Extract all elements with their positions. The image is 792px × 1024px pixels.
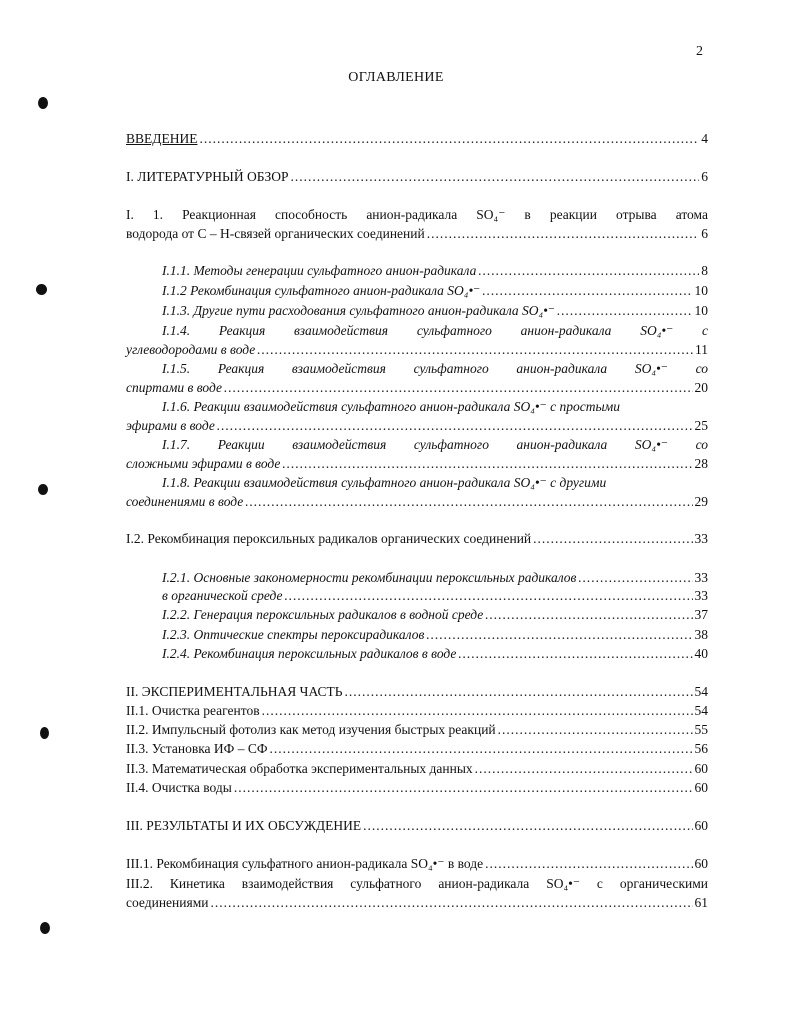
toc-entry-page: 33 [694,588,708,603]
leader-dots [485,606,692,623]
toc-entry-2-3a[interactable] [126,740,708,757]
toc-entry-page: 60 [694,856,708,871]
toc-entry-title: эфирами в воде [126,418,215,433]
toc-entry-1-1-4-line1[interactable]: I.1.4. Реакция взаимодействия сульфатного анион-радикала SO₄•⁻ с [162,323,708,338]
toc-entry-1-1-line1[interactable]: I. 1. Реакционная способность анион-радикала SO₄⁻ в реакции отрыва атома [126,207,708,222]
toc-entry-2-4[interactable] [126,779,708,796]
toc-entry-page: 38 [694,627,708,642]
toc-entry-1-1-8-line1[interactable]: I.1.8. Реакции взаимодействия сульфатного анион-радикала SO₄•⁻ с другими [162,475,607,490]
toc-entry-page: 60 [694,818,708,833]
scan-mark [40,727,49,739]
leader-dots [245,493,692,510]
toc-entry-title: спиртами в воде [126,380,222,395]
toc-entry-title: I.2.1. Основные закономерности рекомбинации пероксильных радикалов [162,570,577,585]
toc-entry-1-1-5-line1[interactable]: I.1.5. Реакция взаимодействия сульфатного анион-радикала SO₄•⁻ со [162,361,708,376]
leader-dots [282,455,692,472]
toc-entry-1-2-4[interactable] [162,645,708,662]
leader-dots [578,569,692,586]
toc-entry-1-1-1[interactable] [162,262,708,279]
leader-dots [285,587,693,604]
toc-entry-page: 40 [694,646,708,661]
toc-entry-1-2[interactable] [126,530,708,547]
toc-entry-page: 37 [694,607,708,622]
toc-entry-title: II.3. Математическая обработка экспериментальных данных [126,761,473,776]
leader-dots [458,645,692,662]
toc-entry-page: 8 [701,263,708,278]
toc-entry-page: 55 [694,722,708,737]
toc-entry-3-1[interactable] [126,855,708,872]
toc-entry-page: 56 [694,741,708,756]
toc-entry-title: III. РЕЗУЛЬТАТЫ И ИХ ОБСУЖДЕНИЕ [126,818,362,833]
toc-entry-intro[interactable] [126,130,708,147]
toc-entry-1-1-6-line2[interactable] [126,417,708,434]
toc-entry-title: I.2.4. Рекомбинация пероксильных радикалов в воде [162,646,457,661]
toc-entry-results[interactable] [126,817,708,834]
leader-dots [498,721,693,738]
leader-dots [224,379,693,396]
toc-entry-title: I.2.3. Оптические спектры пероксирадикалов [162,627,425,642]
toc-entry-title: соединениями в воде [126,494,244,509]
toc-entry-page: 33 [694,531,708,546]
toc-entry-title: сложными эфирами в воде [126,456,281,471]
toc-entry-title: в органической среде [162,588,283,603]
leader-dots [485,855,692,872]
page-title: ОГЛАВЛЕНИЕ [348,70,444,85]
leader-dots [557,302,692,319]
toc-entry-page: 54 [694,703,708,718]
page-number: 2 [696,44,703,59]
toc-entry-1-2-2[interactable] [162,606,708,623]
scan-mark [38,97,48,109]
leader-dots [199,130,699,147]
leader-dots [427,225,700,242]
scan-mark [36,284,47,295]
toc-entry-3-2-line1[interactable]: III.2. Кинетика взаимодействия сульфатного анион-радикала SO₄•⁻ с органическими [126,876,708,891]
toc-entry-title: II.1. Очистка реагентов [126,703,260,718]
toc-entry-title: I.1.3. Другие пути расходования сульфатного анион-радикала SO₄•⁻ [162,303,556,318]
toc-entry-title: I.2.2. Генерация пероксильных радикалов в водной среде [162,607,484,622]
toc-entry-title: II.2. Импульсный фотолиз как метод изучения быстрых реакций [126,722,496,737]
toc-entry-page: 10 [694,283,708,298]
toc-entry-1-1-7-line2[interactable] [126,455,708,472]
toc-entry-page: 4 [701,131,708,146]
toc-entry-page: 61 [694,895,708,910]
scan-mark [40,922,50,934]
leader-dots [234,779,693,796]
toc-entry-1-2-1-line2[interactable] [162,587,708,604]
toc-entry-1-1-6-line1[interactable]: I.1.6. Реакции взаимодействия сульфатного анион-радикала SO₄•⁻ с простыми [162,399,621,414]
toc-entry-lit-review[interactable] [126,168,708,185]
leader-dots [290,168,699,185]
toc-entry-title: I. ЛИТЕРАТУРНЫЙ ОБЗОР [126,169,289,184]
toc-entry-1-1-8-line2[interactable] [126,493,708,510]
leader-dots [257,341,693,358]
toc-entry-title: I.1.1. Методы генерации сульфатного анион-радикала [162,263,477,278]
toc-entry-title: соединениями [126,895,209,910]
leader-dots [217,417,693,434]
toc-entry-title: II.3. Установка ИФ – СФ [126,741,268,756]
toc-entry-page: 54 [694,684,708,699]
toc-entry-title: водорода от С – Н-связей органических соединений [126,226,425,241]
toc-entry-1-1-2[interactable] [162,282,708,299]
leader-dots [345,683,693,700]
leader-dots [478,262,699,279]
toc-entry-page: 20 [694,380,708,395]
toc-entry-page: 28 [694,456,708,471]
toc-entry-2-3b[interactable] [126,760,708,777]
toc-entry-1-2-3[interactable] [162,626,708,643]
leader-dots [262,702,693,719]
toc-entry-2-2[interactable] [126,721,708,738]
toc-entry-1-2-1-line1[interactable] [162,569,708,586]
leader-dots [210,894,692,911]
toc-entry-title: углеводородами в воде [126,342,256,357]
toc-entry-page: 60 [694,761,708,776]
scan-mark [38,484,48,495]
toc-entry-page: 29 [694,494,708,509]
toc-entry-page: 11 [695,342,708,357]
toc-entry-title: II.4. Очистка воды [126,780,232,795]
toc-entry-title: I.2. Рекомбинация пероксильных радикалов органических соединений [126,531,532,546]
leader-dots [426,626,692,643]
toc-entry-title: I.1.2 Рекомбинация сульфатного анион-радикала SO₄•⁻ [162,283,481,298]
toc-entry-1-1-4-line2[interactable] [126,341,708,358]
leader-dots [363,817,692,834]
leader-dots [533,530,692,547]
toc-entry-1-1-5-line2[interactable] [126,379,708,396]
leader-dots [270,740,693,757]
toc-entry-experimental[interactable] [126,683,708,700]
leader-dots [482,282,692,299]
toc-entry-page: 6 [701,226,708,241]
toc-entry-page: 33 [694,570,708,585]
toc-entry-title: III.1. Рекомбинация сульфатного анион-радикала SO₄•⁻ в воде [126,856,484,871]
toc-entry-page: 25 [694,418,708,433]
toc-entry-1-1-line2[interactable] [126,225,708,242]
toc-entry-page: 6 [701,169,708,184]
leader-dots [475,760,693,777]
toc-entry-1-1-3[interactable] [162,302,708,319]
toc-entry-2-1[interactable] [126,702,708,719]
toc-entry-1-1-7-line1[interactable]: I.1.7. Реакции взаимодействия сульфатного анион-радикала SO₄•⁻ со [162,437,708,452]
toc-entry-page: 10 [694,303,708,318]
toc-entry-page: 60 [694,780,708,795]
toc-entry-title: ВВЕДЕНИЕ [126,131,198,146]
toc-entry-3-2-line2[interactable] [126,894,708,911]
toc-entry-title: II. ЭКСПЕРИМЕНТАЛЬНАЯ ЧАСТЬ [126,684,343,699]
